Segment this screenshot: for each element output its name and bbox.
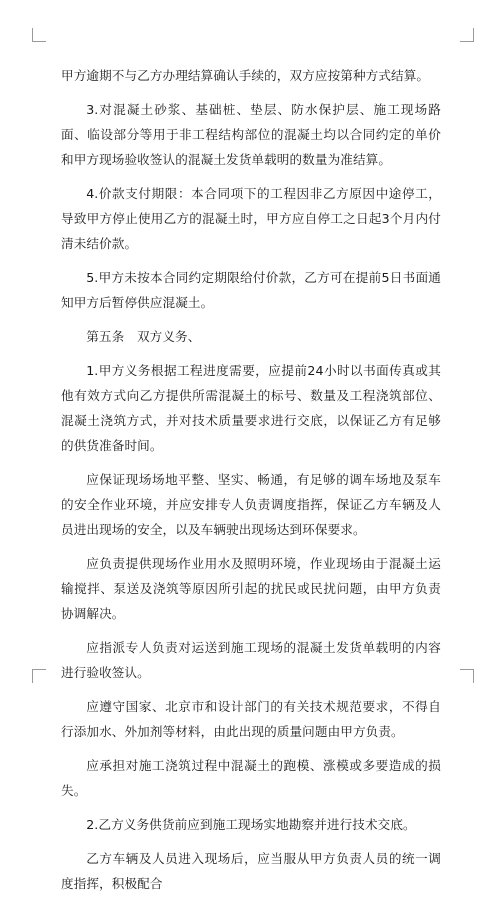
paragraph-delivery-acceptance: 应指派专人负责对运送到施工现场的混凝土发货单载明的内容进行验收签认。	[61, 640, 441, 680]
crop-mark-bottom-right	[460, 669, 474, 683]
paragraph-technical-standards: 应遵守国家、北京市和设计部门的有关技术规范要求，不得自行添加水、外加剂等材料，由此出现的质量问题由甲方负责。	[61, 699, 441, 739]
section-heading-article-5: 第五条 双方义务、	[86, 329, 201, 344]
paragraph-party-a-obligation-1: 1.甲方义务根据工程进度需要，应提前24小时以书面传真或其他有效方式向乙方提供所需混凝土的标号、数量及工程浇筑部位、混凝土浇筑方式，并对技术质量要求进行交底，以保证乙方有足够的供货准备时间。	[61, 363, 441, 453]
paragraph-losses: 应承担对施工浇筑过程中混凝土的跑模、涨模或多要造成的损失。	[61, 758, 441, 798]
paragraph-party-b-site-conduct: 乙方车辆及人员进入现场后，应当服从甲方负责人员的统一调度指挥，积极配合	[61, 851, 441, 891]
crop-mark-top-right	[460, 28, 474, 42]
paragraph-party-b-obligation-2: 2.乙方义务供货前应到施工现场实地勘察并进行技术交底。	[86, 817, 416, 832]
paragraph-clause-3: 3.对混凝土砂浆、基础桩、垫层、防水保护层、施工现场路面、临设部分等用于非工程结构部位的混凝土均以合同约定的单价和甲方现场验收签认的混凝土发货单载明的数量为准结算。	[61, 102, 441, 167]
paragraph-water-lighting: 应负责提供现场作业用水及照明环境，作业现场由于混凝土运输搅拌、泵送及浇筑等原因所引起的扰民或民扰问题，由甲方负责协调解决。	[61, 556, 441, 621]
document-body	[61, 63, 441, 905]
paragraph-clause-5: 5.甲方未按本合同约定期限给付价款，乙方可在提前5日书面通知甲方后暂停供应混凝土。	[61, 270, 441, 310]
paragraph-clause-4: 4.价款支付期限：本合同项下的工程因非乙方原因中途停工，导致甲方停止使用乙方的混凝土时，甲方应自停工之日起3个月内付清未结价款。	[61, 186, 441, 251]
crop-mark-bottom-left	[32, 669, 46, 683]
crop-mark-top-left	[32, 28, 46, 42]
paragraph-site-conditions: 应保证现场场地平整、坚实、畅通，有足够的调车场地及泵车的安全作业环境，并应安排专人负责调度指挥，保证乙方车辆及人员进出现场的安全，以及车辆驶出现场达到环保要求。	[61, 472, 441, 537]
paragraph-settlement-method: 甲方逾期不与乙方办理结算确认手续的，双方应按第种方式结算。	[61, 68, 430, 83]
